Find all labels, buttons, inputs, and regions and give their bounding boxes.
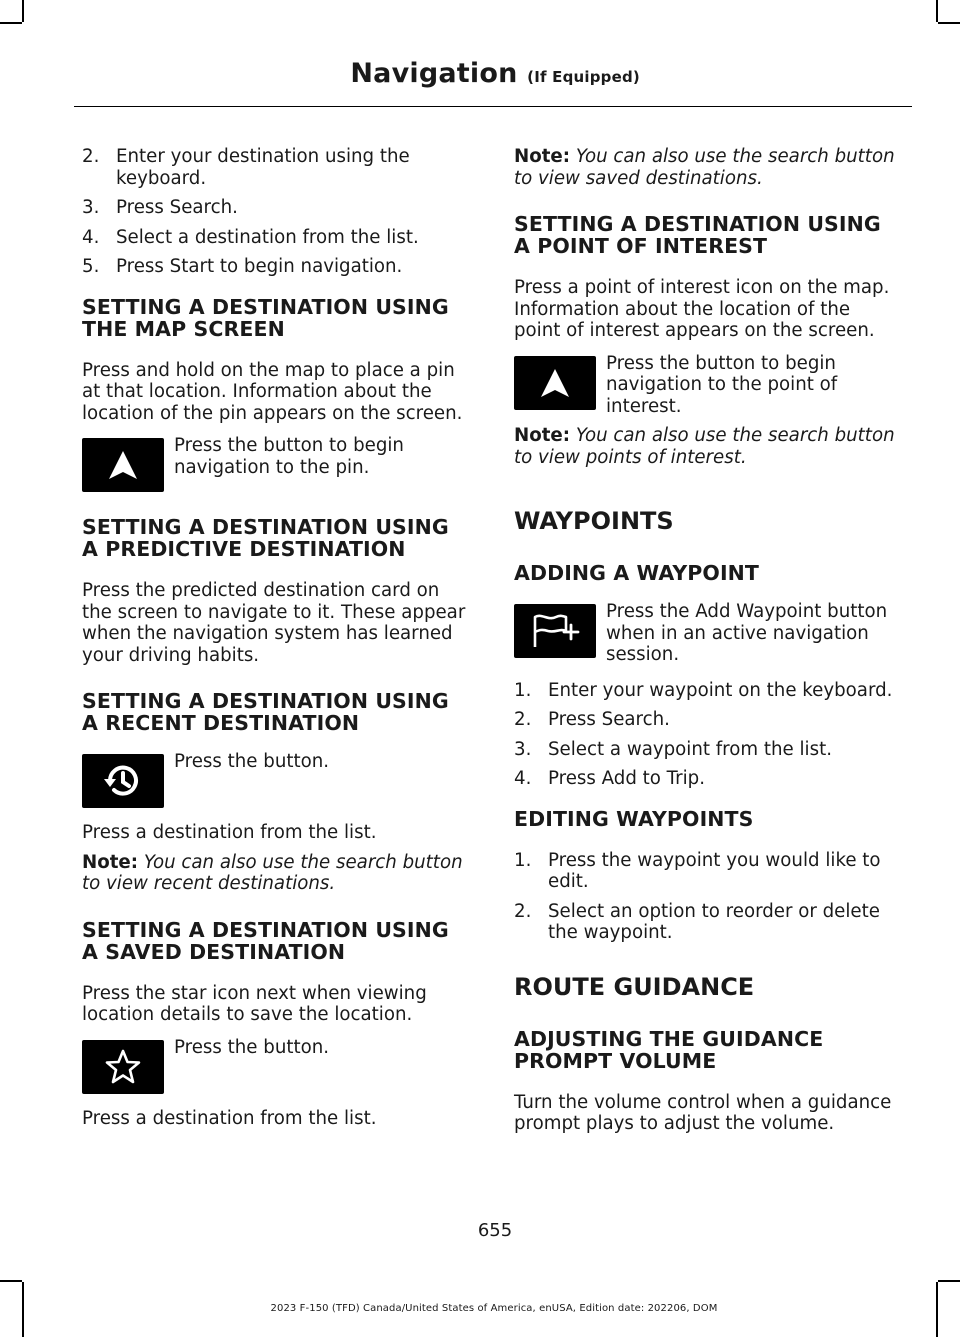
note-label: Note: [82, 851, 139, 873]
map-icon-text: Press the button to begin navigation to the pin. [174, 435, 404, 478]
step-number: 3. [82, 197, 100, 218]
navigation-arrow-icon [514, 356, 596, 410]
step-text: Select a destination from the list. [116, 226, 419, 248]
step-text: Press Search. [548, 709, 670, 730]
section-heading-recent: SETTING A DESTINATION USING A RECENT DESTINATION [82, 689, 449, 735]
list-item [82, 197, 470, 219]
step-text: Press Search. [116, 197, 238, 218]
predictive-text: Press the predicted destination card on the screen to navigate to it. These appear when the navigation system has learned your driving habits. [82, 580, 466, 666]
left-column [82, 146, 470, 1129]
waypoint-icon-row [514, 601, 902, 666]
page-footer: 2023 F-150 (TFD) Canada/United States of America, enUSA, Edition date: 202206, DOM [270, 1303, 718, 1314]
list-item [514, 739, 902, 761]
header-title: Navigation [350, 58, 518, 89]
saved-note [514, 146, 902, 189]
section-heading-saved: SETTING A DESTINATION USING A SAVED DESTINATION [82, 917, 449, 964]
saved-icon-row [82, 1036, 470, 1094]
step-number: 2. [514, 709, 532, 730]
crop-mark [22, 0, 24, 22]
crop-mark [938, 1280, 960, 1282]
volume-text: Turn the volume control when a guidance prompt plays to adjust the volume. [514, 1091, 892, 1134]
saved-text-2: Press a destination from the list. [82, 1107, 377, 1129]
note-label: Note: [514, 146, 571, 167]
header-subtitle: (If Equipped) [527, 68, 640, 86]
section-heading-editing: EDITING WAYPOINTS [514, 806, 754, 831]
recent-icon-row [82, 751, 470, 808]
step-text: Select an option to reorder or delete the waypoint. [548, 900, 880, 943]
list-item [514, 901, 902, 944]
list-item [514, 709, 902, 731]
step-number: 5. [82, 256, 100, 277]
adding-icon-text: Press the Add Waypoint button when in an active navigation session. [606, 601, 888, 665]
section-heading-waypoints: WAYPOINTS [514, 507, 674, 535]
list-item [82, 256, 470, 278]
section-heading-volume: ADJUSTING THE GUIDANCE PROMPT VOLUME [514, 1026, 824, 1073]
section-heading-route-guidance: ROUTE GUIDANCE [514, 972, 755, 1001]
editing-steps-list [514, 850, 902, 944]
section-heading-map: SETTING A DESTINATION USING THE MAP SCREEN [82, 294, 449, 341]
poi-icon-text: Press the button to begin navigation to the point of interest. [606, 352, 838, 417]
list-item [514, 680, 902, 702]
section-heading-adding-waypoint: ADDING A WAYPOINT [514, 561, 760, 585]
saved-icon-text: Press the button. [174, 1036, 330, 1058]
crop-mark [0, 22, 22, 24]
adding-steps-list [514, 680, 902, 790]
note-text: You can also use the search button to view points of interest. [514, 425, 895, 468]
step-text: Enter your waypoint on the keyboard. [548, 679, 893, 701]
history-clock-icon [82, 754, 164, 808]
intro-steps-list [82, 146, 470, 278]
step-number: 4. [514, 768, 532, 789]
list-item [82, 227, 470, 249]
note-text: You can also use the search button to view saved destinations. [514, 146, 895, 189]
recent-note [82, 852, 470, 895]
section-heading-poi: SETTING A DESTINATION USING A POINT OF INTEREST [514, 212, 881, 258]
map-icon-row [82, 435, 470, 492]
list-item [514, 850, 902, 893]
step-text: Select a waypoint from the list. [548, 738, 832, 760]
step-number: 1. [514, 679, 532, 701]
list-item [514, 768, 902, 790]
step-number: 2. [514, 900, 532, 922]
note-text: You can also use the search button to view recent destinations. [82, 851, 463, 894]
step-text: Press the waypoint you would like to edit. [548, 849, 881, 892]
poi-text: Press a point of interest icon on the map. Information about the location of the point of interest appears on the screen. [514, 277, 890, 341]
recent-icon-text: Press the button. [174, 751, 330, 772]
page-number: 655 [477, 1220, 513, 1241]
recent-text: Press a destination from the list. [82, 822, 377, 843]
crop-mark [0, 1280, 22, 1282]
step-text: Enter your destination using the keyboard. [116, 146, 410, 189]
step-text: Press Add to Trip. [548, 768, 705, 789]
right-column [514, 146, 902, 1135]
saved-text: Press the star icon next when viewing location details to save the location. [82, 982, 427, 1025]
step-text: Press Start to begin navigation. [116, 256, 403, 277]
header-rule [74, 106, 912, 107]
poi-note [514, 425, 902, 468]
navigation-arrow-icon [82, 438, 164, 492]
note-label: Note: [514, 425, 571, 446]
add-waypoint-flag-icon [514, 604, 596, 658]
star-icon [82, 1040, 164, 1094]
step-number: 1. [514, 849, 532, 871]
step-number: 4. [82, 226, 100, 248]
list-item [82, 146, 470, 189]
section-heading-predictive: SETTING A DESTINATION USING A PREDICTIVE DESTINATION [82, 515, 449, 561]
page-header [350, 58, 640, 89]
step-number: 3. [514, 738, 532, 760]
step-number: 2. [82, 146, 100, 167]
crop-mark [936, 0, 938, 22]
poi-icon-row [514, 352, 902, 418]
crop-mark [938, 22, 960, 24]
map-text: Press and hold on the map to place a pin at that location. Information about the location of the pin appears on the screen. [82, 359, 463, 424]
